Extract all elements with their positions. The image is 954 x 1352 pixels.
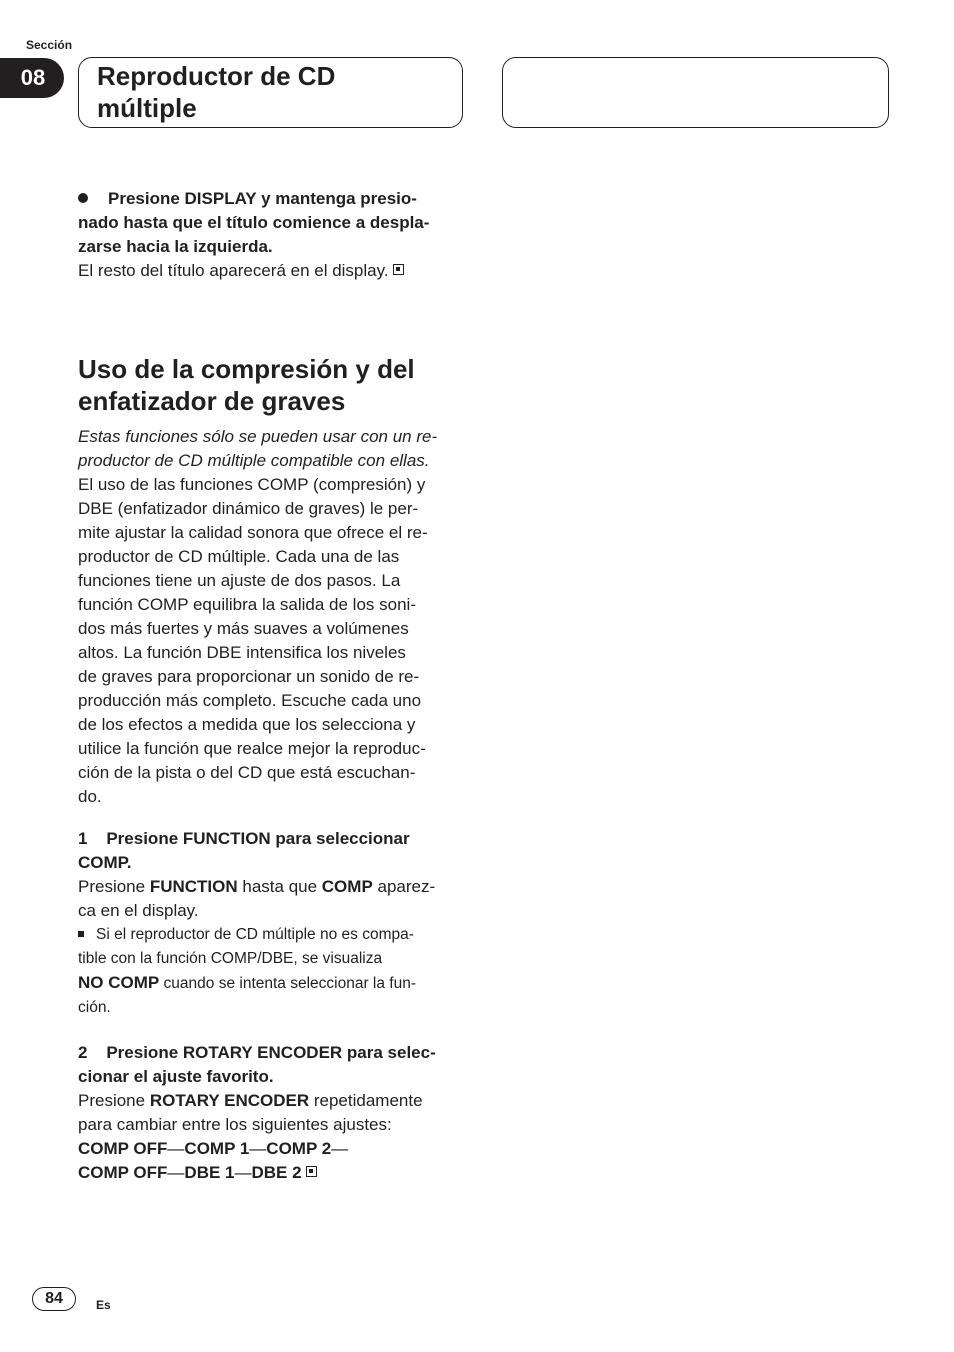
- sequence-dash: —: [331, 1139, 349, 1158]
- chapter-title-line2: múltiple: [97, 93, 197, 123]
- body-line: productor de CD múltiple. Cada una de las: [78, 547, 400, 566]
- body-line: utilice la función que realce mejor la reproduc-: [78, 739, 426, 758]
- note-line2: tible con la función COMP/DBE, se visualiza: [78, 950, 383, 967]
- step2-text-rotary: ROTARY ENCODER: [149, 1091, 310, 1110]
- instruction-line2: nado hasta que el título comience a despla-: [78, 213, 430, 232]
- body-line: producción más completo. Escuche cada uno: [78, 691, 422, 710]
- instruction-body: El resto del título aparecerá en el display.: [78, 261, 389, 280]
- square-bullet-icon: [78, 931, 84, 937]
- step2-text-line2: para cambiar entre los siguientes ajustes:: [78, 1115, 392, 1134]
- step1-text-function: FUNCTION: [149, 877, 238, 896]
- body-line: funciones tiene un ajuste de dos pasos. La: [78, 571, 401, 590]
- section-label: Sección: [26, 38, 73, 52]
- step1-text-comp: COMP: [321, 877, 373, 896]
- step1-heading-line1: 1 Presione FUNCTION para seleccionar: [78, 829, 410, 848]
- sequence-dash: —: [234, 1163, 252, 1182]
- setting-comp-2: COMP 2: [266, 1139, 332, 1158]
- note-line3: cuando se intenta seleccionar la fun-: [159, 975, 417, 992]
- body-line: mite ajustar la calidad sonora que ofrece el re-: [78, 523, 428, 542]
- body-line: ción de la pista o del CD que está escuchan-: [78, 763, 416, 782]
- body-line: do.: [78, 787, 102, 806]
- step2-heading-line1: 2 Presione ROTARY ENCODER para selec-: [78, 1043, 436, 1062]
- setting-dbe-2: DBE 2: [251, 1163, 302, 1182]
- step-1: [78, 827, 468, 1020]
- step2-text-post: repetidamente: [309, 1091, 423, 1110]
- body-line: El uso de las funciones COMP (compresión) y: [78, 475, 426, 494]
- step-2: [78, 1041, 468, 1185]
- header-right-frame: [502, 57, 889, 128]
- step1-text-mid: hasta que: [237, 877, 322, 896]
- instruction-line1: Presione DISPLAY y mantenga presio-: [108, 189, 417, 208]
- body-line: función COMP equilibra la salida de los soni-: [78, 595, 416, 614]
- body-line: dos más fuertes y más suaves a volúmenes: [78, 619, 409, 638]
- display-instruction: [78, 187, 468, 283]
- setting-dbe-1: DBE 1: [184, 1163, 235, 1182]
- section-heading-line2: enfatizador de graves: [78, 386, 346, 416]
- body-line: de los efectos a medida que los selecciona y: [78, 715, 416, 734]
- note-no-comp: NO COMP: [78, 973, 160, 992]
- end-mark-icon: [306, 1166, 317, 1177]
- setting-comp-off: COMP OFF: [78, 1163, 168, 1182]
- page-number: 84: [32, 1287, 76, 1311]
- body-line: DBE (enfatizador dinámico de graves) le per-: [78, 499, 419, 518]
- sequence-dash: —: [167, 1139, 185, 1158]
- step1-text-pre: Presione: [78, 877, 150, 896]
- setting-comp-off: COMP OFF: [78, 1139, 168, 1158]
- sequence-dash: —: [249, 1139, 267, 1158]
- note-line1: Si el reproductor de CD múltiple no es compa-: [96, 926, 414, 943]
- section-heading: [78, 353, 478, 417]
- settings-sequence-1: [78, 1137, 468, 1161]
- step2-heading-line2: cionar el ajuste favorito.: [78, 1067, 274, 1086]
- section-heading-line1: Uso de la compresión y del: [78, 354, 415, 384]
- step1-text-post: aparez-: [372, 877, 436, 896]
- note-line4: ción.: [78, 999, 111, 1016]
- intro-italic-line1: Estas funciones sólo se pueden usar con un re-: [78, 427, 438, 446]
- step1-heading-line2: COMP.: [78, 853, 132, 872]
- language-code: Es: [96, 1298, 111, 1312]
- body-line: de graves para proporcionar un sonido de re-: [78, 667, 420, 686]
- sequence-dash: —: [167, 1163, 185, 1182]
- section-body: [78, 425, 468, 809]
- step1-text-line2: ca en el display.: [78, 901, 199, 920]
- end-mark-icon: [393, 264, 404, 275]
- bullet-dot-icon: [78, 193, 88, 203]
- settings-sequence-2: [78, 1161, 468, 1185]
- setting-comp-1: COMP 1: [184, 1139, 250, 1158]
- section-number-badge: 08: [0, 58, 64, 98]
- step2-text-pre: Presione: [78, 1091, 150, 1110]
- chapter-title-line1: Reproductor de CD: [97, 61, 336, 91]
- instruction-line3: zarse hacia la izquierda.: [78, 237, 273, 256]
- chapter-title: [97, 60, 457, 124]
- intro-italic-line2: productor de CD múltiple compatible con ellas.: [78, 451, 430, 470]
- body-line: altos. La función DBE intensifica los niveles: [78, 643, 406, 662]
